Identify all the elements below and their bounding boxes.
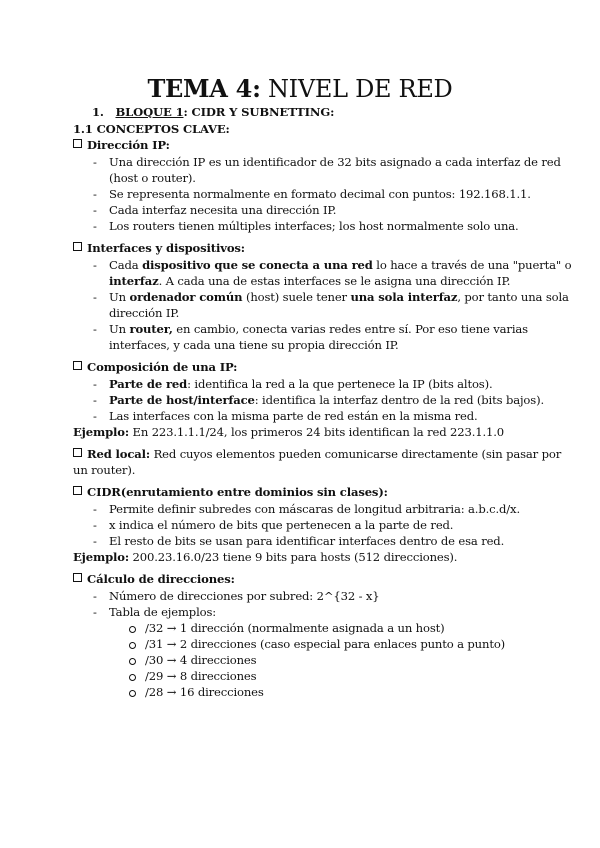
circle-bullet-icon xyxy=(129,690,136,697)
list-item: Tabla de ejemplos: xyxy=(109,605,217,619)
example-line: Ejemplo: 200.23.16.0/23 tiene 9 bits para hosts (512 direcciones). xyxy=(73,550,458,564)
list-item: Número de direcciones por subred: 2^{32 - x} xyxy=(109,589,380,603)
circle-bullet-icon xyxy=(129,674,136,681)
list-item: Las interfaces con la misma parte de red están en la misma red. xyxy=(109,409,478,423)
list-item: Un router, en cambio, conecta varias redes entre sí. Por eso tiene varias xyxy=(109,322,528,336)
bullet-dash: - xyxy=(93,502,97,516)
bullet-dash: - xyxy=(93,534,97,548)
bullet-dash: - xyxy=(93,377,97,391)
sublist-item: /28 → 16 direcciones xyxy=(145,685,264,699)
sublist-item: /30 → 4 direcciones xyxy=(145,653,257,667)
list-item: El resto de bits se usan para identificar interfaces dentro de esa red. xyxy=(109,534,505,548)
checkbox-icon xyxy=(73,139,82,148)
list-item: interfaces, y cada una tiene su propia dirección IP. xyxy=(109,338,399,352)
example-line: Ejemplo: En 223.1.1.1/24, los primeros 24 bits identifican la red 223.1.1.0 xyxy=(73,425,504,439)
list-item: Los routers tienen múltiples interfaces; los host normalmente solo una. xyxy=(109,219,519,233)
list-item: Parte de host/interface: identifica la interfaz dentro de la red (bits bajos). xyxy=(109,393,544,407)
section-composition-heading: Composición de una IP: xyxy=(73,359,237,375)
sublist-item: /32 → 1 dirección (normalmente asignada a un host) xyxy=(145,621,445,635)
page-title: TEMA 4: NIVEL DE RED xyxy=(147,74,453,103)
circle-bullet-icon xyxy=(129,626,136,633)
bullet-dash: - xyxy=(93,219,97,233)
concepts-heading: 1.1 CONCEPTOS CLAVE: xyxy=(73,122,230,136)
section-interfaces-heading: Interfaces y dispositivos: xyxy=(73,240,245,256)
checkbox-icon xyxy=(73,361,82,370)
list-item: dirección IP. xyxy=(109,306,180,320)
bullet-dash: - xyxy=(93,393,97,407)
list-item: x indica el número de bits que pertenecen a la parte de red. xyxy=(109,518,454,532)
bullet-dash: - xyxy=(93,258,97,272)
checkbox-icon xyxy=(73,242,82,251)
bullet-dash: - xyxy=(93,409,97,423)
bullet-dash: - xyxy=(93,518,97,532)
circle-bullet-icon xyxy=(129,642,136,649)
bullet-dash: - xyxy=(93,322,97,336)
bullet-dash: - xyxy=(93,155,97,169)
list-item: Una dirección IP es un identificador de 32 bits asignado a cada interfaz de red xyxy=(109,155,561,169)
list-item: Cada interfaz necesita una dirección IP. xyxy=(109,203,337,217)
section-calc-heading: Cálculo de direcciones: xyxy=(73,571,235,587)
checkbox-icon xyxy=(73,573,82,582)
list-item: (host o router). xyxy=(109,171,196,185)
block-heading: 1. BLOQUE 1: CIDR Y SUBNETTING: xyxy=(92,105,335,119)
checkbox-icon xyxy=(73,486,82,495)
section-cidr-heading: CIDR(enrutamiento entre dominios sin clases): xyxy=(73,484,388,500)
circle-bullet-icon xyxy=(129,658,136,665)
list-item: interfaz. A cada una de estas interfaces se le asigna una dirección IP. xyxy=(109,274,511,288)
section-ip-heading: Dirección IP: xyxy=(73,137,170,153)
bullet-dash: - xyxy=(93,290,97,304)
bullet-dash: - xyxy=(93,605,97,619)
sublist-item: /31 → 2 direcciones (caso especial para enlaces punto a punto) xyxy=(145,637,506,651)
paragraph-line: un router). xyxy=(73,463,136,477)
section-local-network: Red local: Red cuyos elementos pueden comunicarse directamente (sin pasar por xyxy=(73,446,561,462)
list-item: Cada dispositivo que se conecta a una red lo hace a través de una "puerta" o xyxy=(109,258,572,272)
list-item: Parte de red: identifica la red a la que pertenece la IP (bits altos). xyxy=(109,377,493,391)
bullet-dash: - xyxy=(93,187,97,201)
list-item: Un ordenador común (host) suele tener una sola interfaz, por tanto una sola xyxy=(109,290,569,304)
checkbox-icon xyxy=(73,448,82,457)
bullet-dash: - xyxy=(93,589,97,603)
sublist-item: /29 → 8 direcciones xyxy=(145,669,257,683)
bullet-dash: - xyxy=(93,203,97,217)
list-item: Se representa normalmente en formato decimal con puntos: 192.168.1.1. xyxy=(109,187,531,201)
list-item: Permite definir subredes con máscaras de longitud arbitraria: a.b.c.d/x. xyxy=(109,502,520,516)
